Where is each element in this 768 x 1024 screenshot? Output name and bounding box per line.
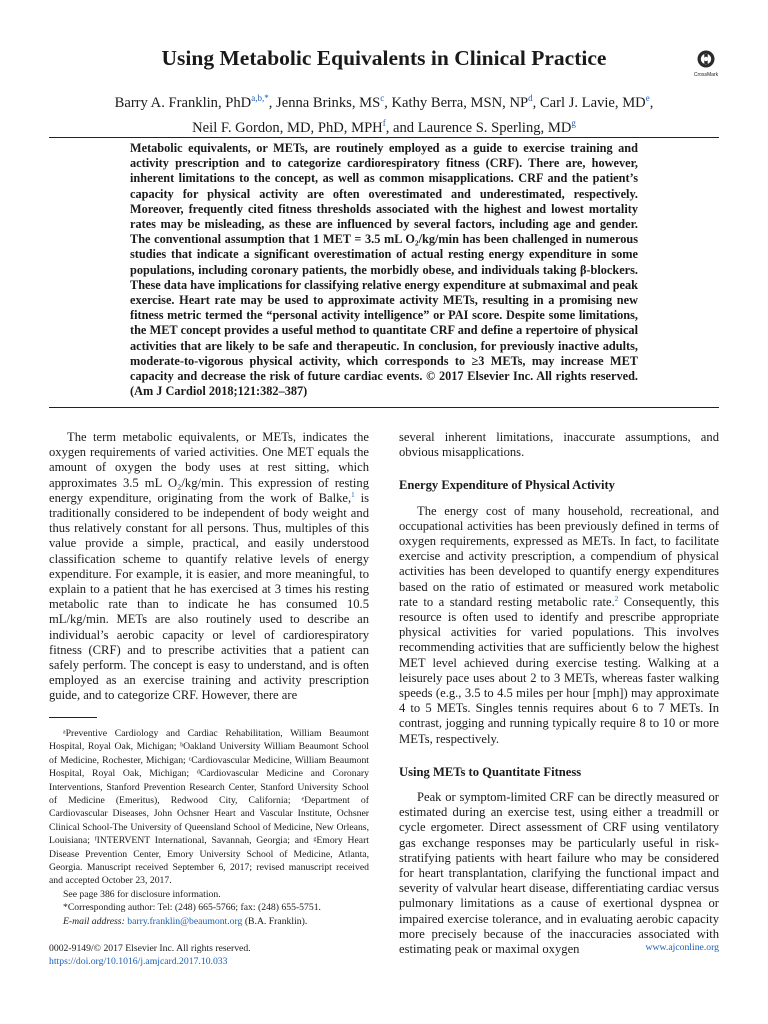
body-paragraph: several inherent limitations, inaccurate assumptions, and obvious misapplications.: [399, 430, 719, 460]
article-title: Using Metabolic Equivalents in Clinical Practice: [161, 46, 607, 70]
crossmark-icon: [697, 50, 715, 68]
author-affiliation-mark[interactable]: c: [380, 93, 385, 103]
abstract-top-rule: [49, 137, 719, 138]
issn-line: 0002-9149/© 2017 Elsevier Inc. All rights reserved.: [49, 943, 251, 954]
author-affiliation-mark[interactable]: a,b,*: [251, 93, 269, 103]
footer-left: [49, 942, 251, 969]
abstract-bottom-rule: [49, 407, 719, 408]
doi-link[interactable]: https://doi.org/10.1016/j.amjcard.2017.10.033: [49, 956, 228, 968]
journal-website-link[interactable]: www.ajconline.org: [645, 942, 719, 953]
author-list: [40, 88, 728, 138]
author-separator: , and: [385, 119, 418, 136]
author-name: Laurence S. Sperling, MD: [417, 119, 572, 136]
author-separator: ,: [384, 94, 392, 111]
author-affiliation-mark[interactable]: f: [382, 117, 386, 128]
crossmark-badge[interactable]: [693, 50, 719, 78]
footnotes: [49, 727, 369, 928]
author-name: Kathy Berra, MSN, NP: [391, 94, 529, 111]
author-separator: ,: [532, 94, 540, 111]
abstract: Metabolic equivalents, or METs, are routinely employed as a guide to exercise training and activity prescription and to categorize cardiorespiratory fitness (CRF). There are, however, inherent limitations to the concept, as well as common misapplications. CRF and the patient’s capacity for physical activity are often overestimated and underestimated, respectively. Moreover, frequently cited fitness thresholds associated with the highest and lowest mortality rates may be misleading, as these are influenced by several factors, including age and gender. The conventional assumption that 1 MET = 3.5 mL O₂/kg/min has been challenged in numerous studies that indicate a significant overestimation of actual resting energy expenditure in some populations, including coronary patients, the morbidly obese, and individuals taking β-blockers. These data have implications for classifying relative energy expenditure at submaximal and peak exercise. Heart rate may be used to approximate activity METs, resulting in a promising new fitness metric termed the “personal activity intelligence” or PAI score. Despite some limitations, the MET concept provides a useful method to quantitate CRF and define a repertoire of physical activities that are likely to be safe and therapeutic. In conclusion, for previously inactive adults, moderate-to-vigorous physical activity, which corresponds to ≥3 METs, may increase MET capacity and decrease the risk of future cardiac events. © 2017 Elsevier Inc. All rights reserved. (Am J Cardiol 2018;121:382–387): [130, 141, 638, 399]
author-affiliation-mark[interactable]: d: [528, 93, 533, 103]
author-affiliation-mark[interactable]: g: [571, 117, 576, 128]
body-paragraph: The energy cost of many household, recreational, and occupational activities has been previously defined in terms of oxygen requirements, expressed as METs. In fact, to facilitate exercise and activity prescription, a compendium of physical activities has been developed to quantify energy expenditures based on the ratio of estimated or measured work metabolic rate to a standard resting metabolic rate.$^2$ Consequently, this resource is often used to identify and prescribe appropriate physical activities for varied populations. This involves recommending activities that are sufficiently below the highest MET level achieved during exercise testing. Walking at a leisurely pace uses about 2 to 3 METs, whereas faster walking speeds (e.g., 3.5 to 4.5 miles per hour [mph]) may approximate 4 to 5 METs. Singles tennis requires about 6 to 7 METs. In contrast, jogging and running typically require 8 to 10 or more METs, respectively.: [399, 503, 719, 746]
body-paragraph: The term metabolic equivalents, or METs, indicates the oxygen requirements of varied activities. One MET equals the amount of oxygen the body uses at rest sitting, which approximates 3.5 mL O₂/kg/min. This expression of resting energy expenditure, originating from the work of Balke,$^1$ is traditionally considered to be independent of body weight and thus relatively constant for all persons. Thus, multiples of this value provide a simple, practical, and easily understood classification scheme to quantify relative levels of energy expenditure. For example, it is easier, and more meaningful, to explain to a patient that he has exercised at 3 times his resting metabolic rate than to indicate he has consumed 10.5 mL/kg/min. METs are also routinely used to describe an individual’s aerobic capacity or level of cardiorespiratory fitness (CRF) and to prescribe activities that a patient can safely perform. The concept is easy to understand, and is often employed as an exercise training and activity prescription guide, and to categorize CRF. However, there are: [49, 430, 369, 703]
author-name: Barry A. Franklin, PhD: [114, 94, 252, 111]
crossmark-label: CrossMark: [693, 72, 719, 78]
affiliations-footnote: ᵃPreventive Cardiology and Cardiac Rehabilitation, William Beaumont Hospital, Royal Oak, Michigan; ᵇOakland University William Beaumont School of Medicine, Rochester, Michigan; ᶜCardiovascular Medicine, William Beaumont Hospital, Royal Oak, Michigan; ᵈCardiovascular Medicine and Coronary Interventions, Stanford Prevention Research Center, Stanford University School of Medicine (Emeritus), Redwood City, California; ᵉDepartment of Cardiovascular Diseases, John Ochsner Heart and Vascular Institute, Ochsner Clinical School-The University of Queensland School of Medicine, New Orleans, Louisiana; ᶠINTERVENT International, Savannah, Georgia; and ᵍEmory Heart Disease Prevention Center, Emory University School of Medicine, Atlanta, Georgia. Manuscript received September 6, 2017; revised manuscript received and accepted October 23, 2017.: [49, 728, 369, 887]
author-affiliation-mark[interactable]: e: [645, 93, 650, 103]
section-heading: Using METs to Quantitate Fitness: [399, 764, 582, 779]
email-footnote: E-mail address: barry.franklin@beaumont.org (B.A. Franklin).: [63, 915, 308, 927]
reference-link[interactable]: 2: [614, 594, 619, 603]
author-name: Neil F. Gordon, MD, PhD, MPH: [192, 119, 383, 136]
author-name: Carl J. Lavie, MD: [539, 94, 646, 111]
author-name: Jenna Brinks, MS: [276, 94, 381, 111]
author-separator: ,: [649, 94, 654, 111]
footnote-divider: [49, 717, 97, 718]
author-separator: ,: [268, 94, 277, 111]
body-paragraph: Peak or symptom-limited CRF can be directly measured or estimated during an exercise test, using either a treadmill or cycle ergometer. Direct assessment of CRF using ventilatory gas exchange responses may be particularly useful in risk-stratifying patients with heart failure who may be considered for heart transplantation, clarifying the functional impact and severity of valvular heart disease, differentiating cardiac versus pulmonary limitations as a cause of exertional dyspnea or impaired exercise tolerance, and in evaluating aerobic capacity more precisely because of the inaccuracies associated with estimating peak or maximal oxygen: [399, 790, 719, 957]
reference-link[interactable]: 1: [351, 490, 355, 499]
corresponding-footnote: *Corresponding author: Tel: (248) 665-5766; fax: (248) 655-5751.: [63, 902, 321, 914]
disclosure-footnote: See page 386 for disclosure information.: [63, 888, 221, 900]
left-column: [49, 430, 369, 704]
email-link[interactable]: barry.franklin@beaumont.org: [127, 915, 243, 927]
section-heading: Energy Expenditure of Physical Activity: [399, 478, 615, 493]
right-column: [399, 430, 719, 957]
